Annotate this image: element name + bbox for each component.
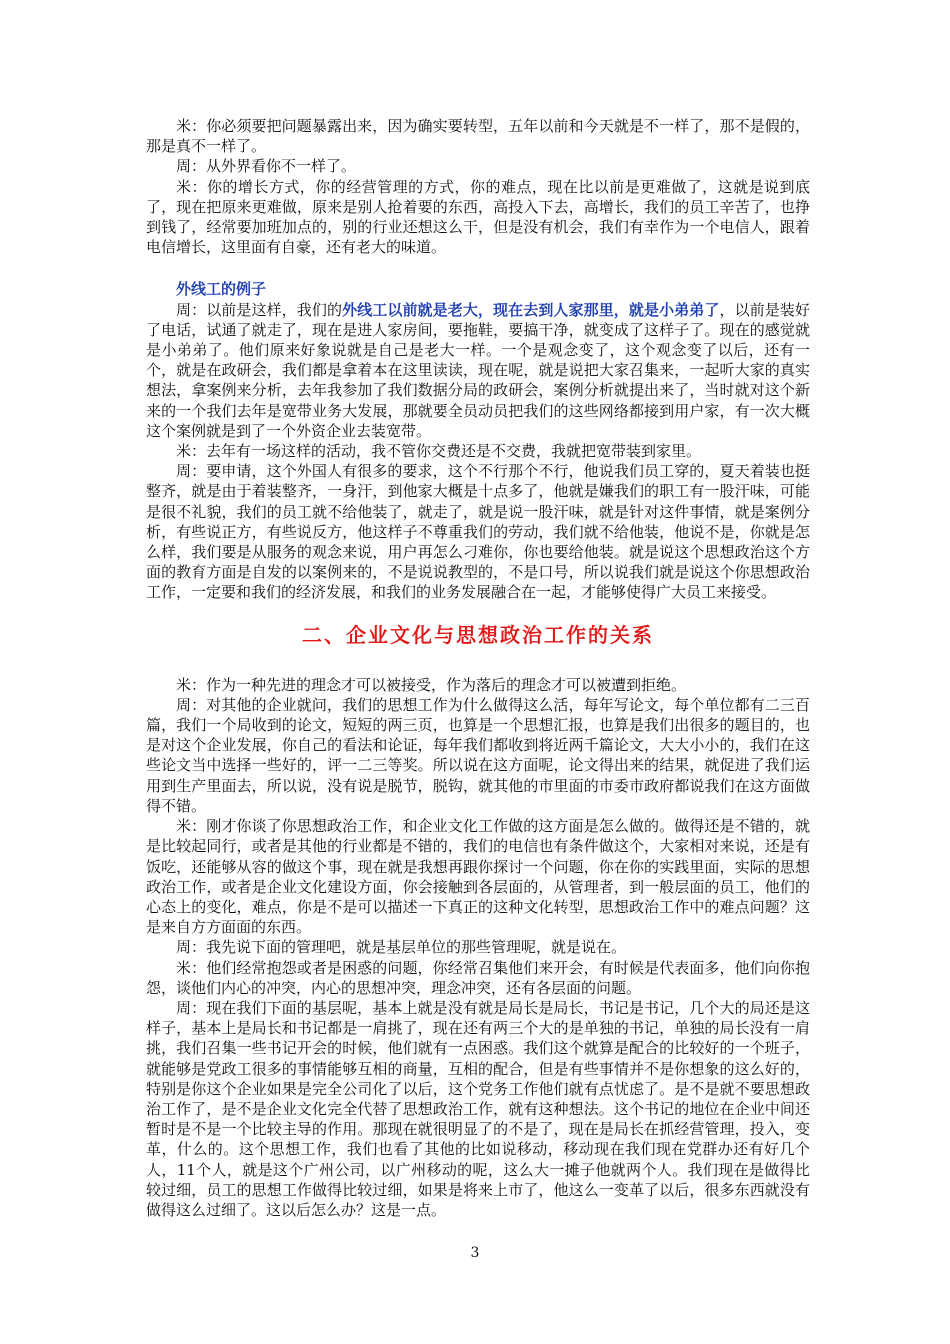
paragraph: 周：对其他的企业就问，我们的思想工作为什么做得这么活，每年写论文，每个单位都有二三百篇，我们一个局收到的论文，短短的两三页，也算是一个思想汇报，也算是我们出很多的题目的，也是对这个企业发展，你自己的看法和论证，每年我们都收到将近两千篇论文，大大小小的，我们在这些论文当中选择一些好的，评一二三等奖。所以说在这方面呢，论文得出来的结果，就促进了我们运用到生产里面去，所以说，没有说是脱节，脱钩，就其他的市里面的市委市政府都说我们在这方面做得不错。 <box>146 695 810 815</box>
paragraph: 米：你的增长方式，你的经营管理的方式，你的难点，现在比以前是更难做了，这就是说到底了，现在把原来更难做，原来是别人抢着要的东西，高投入下去，高增长，我们的员工辛苦了，也挣到钱了，经常要加班加点的，别的行业还想这么干，但是没有机会，我们有幸作为一个电信人，跟着电信增长，这里面有自豪，还有老大的味道。 <box>146 177 810 257</box>
subsection-heading: 外线工的例子 <box>176 280 267 299</box>
highlighted-text: 外线工以前就是老大，现在去到人家那里，就是小弟弟了 <box>342 300 720 319</box>
paragraph: 米：刚才你谈了你思想政治工作，和企业文化工作做的这方面是怎么做的。做得还是不错的，就是比较起同行，或者是其他的行业都是不错的，我们的电信也有条件做这个，大家相对来说，还是有饭吃，还能够从容的做这个事，现在就是我想再跟你探讨一个问题，你在你的实践里面，实际的思想政治工作，或者是企业文化建设方面，你会接触到各层面的，从管理者，到一般层面的员工，他们的心态上的变化，难点，你是不是可以描述一下真正的这种文化转型，思想政治工作中的难点问题？这是来自方方面面的东西。 <box>146 817 810 937</box>
paragraph: 米：你必须要把问题暴露出来，因为确实要转型，五年以前和今天就是不一样了，那不是假的，那是真不一样了。 <box>146 117 810 156</box>
paragraph: 米：作为一种先进的理念才可以被接受，作为落后的理念才可以被遭到拒绝。 <box>176 675 687 694</box>
paragraph-text: 周：以前是这样，我们的 <box>176 300 343 319</box>
document-body <box>146 116 810 1220</box>
paragraph <box>146 300 810 441</box>
paragraph: 周：现在我们下面的基层呢，基本上就是没有就是局长是局长，书记是书记，几个大的局还是这样子，基本上是局长和书记都是一肩挑了，现在还有两三个大的是单独的书记，单独的局长没有一肩挑，我们召集一些书记开会的时候，他们就有一点困惑。我们这个就算是配合的比较好的一个班子，就能够是党政工很多的事情能够互相的商量，互相的配合，但是有些事情并不是你想象的这么好的，特别是你这个企业如果是完全公司化了以后，这个党务工作他们就有点忧虑了。是不是就不要思想政治工作了，是不是企业文化完全代替了思想政治工作，就有这种想法。这个书记的地位在企业中间还暂时是不是一个比较主导的作用。那现在就很明显了的不是了，现在是局长在抓经营管理，投入，变革，什么的。这个思想工作，我们也看了其他的比如说移动，移动现在我们现在党群办还有好几个人，11个人，就是这个广州公司，以广州移动的呢，这么大一摊子他就两个人。我们现在是做得比较过细，员工的思想工作做得比较过细，如果是将来上市了，他这么一变革了以后，很多东西就没有做得这么过细了。这以后怎么办？这是一点。 <box>146 998 810 1219</box>
spacer <box>146 257 810 279</box>
paragraph: 周：我先说下面的管理吧，就是基层单位的那些管理呢，就是说在。 <box>176 938 627 957</box>
paragraph: 米：去年有一场这样的活动，我不管你交费还是不交费，我就把宽带装到家里。 <box>176 442 702 461</box>
paragraph: 米：他们经常抱怨或者是困惑的问题，你经常召集他们来开会，有时候是代表面多，他们向你抱怨，谈他们内心的冲突，内心的思想冲突，理念冲突，还有各层面的问题。 <box>146 958 810 997</box>
paragraph: 周：要申请，这个外国人有很多的要求，这个不行那个不行，他说我们员工穿的，夏天着装也挺整齐，就是由于着装整齐，一身汗，到他家大概是十点多了，他就是嫌我们的职工有一股汗味，可能是很不礼貌，我们的员工就不给他装了，就走了，就是说一股汗味，就是针对这件事情，就是案例分析，有些说正方，有些说反方，他这样子不尊重我们的劳动，我们就不给他装，他说不是，你就是怎么样，我们要是从服务的观念来说，用户再怎么刁难你，你也要给他装。就是说这个思想政治这个方面的教育方面是自发的以案例来的，不是说说教型的，不是口号，所以说我们就是说这个你思想政治工作，一定要和我们的经济发展，和我们的业务发展融合在一起，才能够使得广大员工来接受。 <box>146 462 810 602</box>
page-number: 3 <box>470 1245 480 1261</box>
section-title: 二、企业文化与思想政治工作的关系 <box>302 622 654 647</box>
paragraph-text: ，以前是装好了电话，试通了就走了，现在是进人家房间，要拖鞋，要搞干净，就变成了这样子了。现在的感觉就是小弟弟了。他们原来好象说就是自己是老大一样。一个是观念变了，这个观念变了以后，还有一个，就是在政研会，我们都是拿着本在这里读读，现在呢，就是说把大家召集来，一起听大家的真实想法，拿案例来分析，去年我参加了我们数据分局的政研会，案例分析就提出来了，当时就对这个新来的一个我们去年是宽带业务大发展，那就要全员动员把我们的这些网络都接到用户家，有一次大概这个案例就是到了一个外资企业去装宽带。 <box>146 300 810 440</box>
paragraph: 周：从外界看你不一样了。 <box>176 157 357 176</box>
